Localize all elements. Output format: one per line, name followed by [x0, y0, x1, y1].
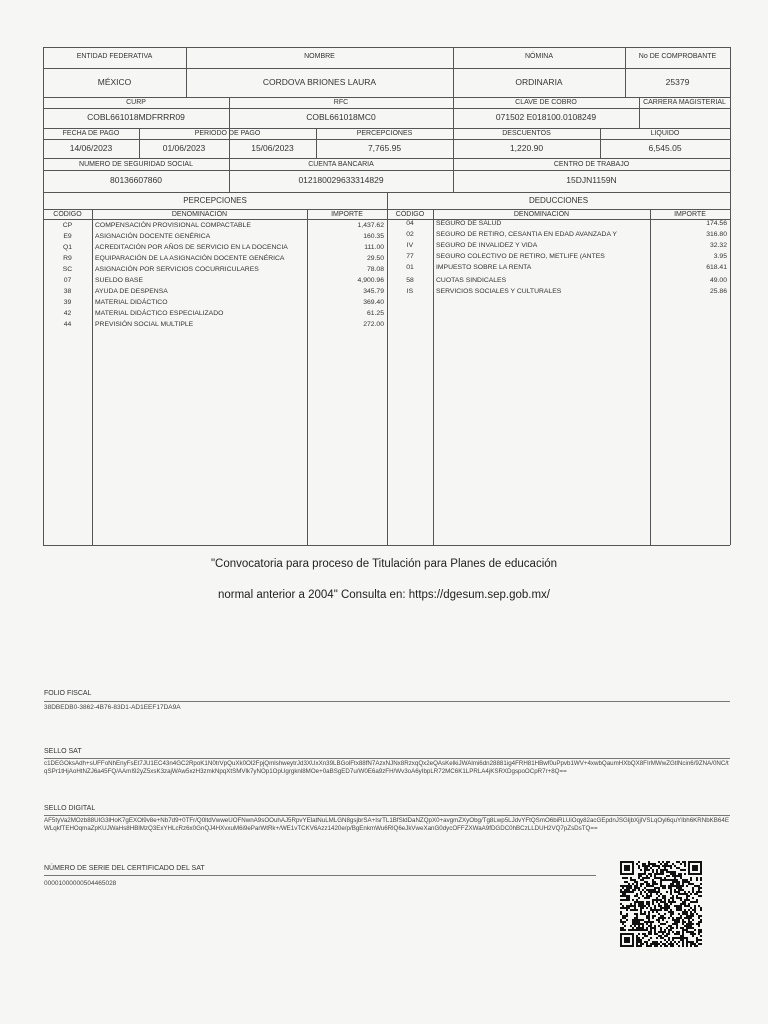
rfc-label: RFC	[333, 99, 349, 106]
perc-importe: 29.50	[366, 255, 384, 262]
perc-denominacion: MATERIAL DIDÁCTICO ESPECIALIZADO	[95, 310, 224, 317]
perc-codigo: CP	[62, 222, 73, 229]
notice-line-2: normal anterior a 2004" Consulta en: https://dgesum.sep.gob.mx/	[217, 589, 551, 601]
sello-sat-value: c1DEGOksAdh+sUFFoNhEnyFsEt7JU1EC43n4GC2RpoK1N0trVpQuXk0Ol2FpjQmlshweytrJd3XUxXn39LBGolFtx88fN7AzxNJNx8RzxqQx2eQAsKelkiJWAlmi6dn28881ig4FRH81HBwf0uPpvb1WV+4xwbQaumHXbQX8FIrMWwZGtlNcin6/9ZNA/0NC/tqSPr1tHjAoHtNZJ6a45FQ/AAmI92yZ5xsK3zajWAw5xzH3zmkNpqXtSMVlk7yNOp1OpUgrgknl8MOe+0aBSgED7u/W0E6a9zFH/Wv3oA6yIbpLR72MC6K1LPRLA4jKSRXDgspoOCpR7r+8Q==	[44, 760, 729, 775]
descuentos-label: DESCUENTOS	[502, 130, 551, 137]
nss-label: NUMERO DE SEGURIDAD SOCIAL	[79, 161, 193, 168]
ded-codigo: 01	[406, 264, 414, 271]
ded-importe: 49.00	[709, 277, 727, 284]
perc-codigo: 39	[63, 299, 72, 306]
perc-importe: 78.08	[366, 266, 384, 273]
certificado-label: NÚMERO DE SERIE DEL CERTIFICADO DEL SAT	[44, 865, 205, 872]
rfc-value: COBL661018MC0	[306, 112, 376, 122]
perc-denominacion: AYUDA DE DESPENSA	[95, 288, 168, 295]
carrera-label: CARRERA MAGISTERIAL	[643, 99, 726, 106]
percepciones-title: PERCEPCIONES	[183, 196, 247, 205]
percepciones-label: PERCEPCIONES	[356, 130, 413, 137]
periodo-label: PERIODO DE PAGO	[194, 130, 261, 137]
perc-denominacion: MATERIAL DIDÁCTICO	[95, 299, 168, 306]
fecha-pago-label: FECHA DE PAGO	[62, 130, 120, 137]
curp-label: CURP	[126, 99, 146, 106]
perc-importe: 369.40	[363, 299, 384, 306]
ded-codigo: 77	[406, 253, 414, 260]
ded-col-importe: IMPORTE	[674, 211, 706, 218]
qr-code	[620, 861, 702, 947]
notice-line-1: "Convocatoria para proceso de Titulación para Planes de educación	[210, 558, 558, 570]
ded-importe: 618.41	[706, 264, 727, 271]
certificado-value: 00001000000504465028	[44, 880, 117, 887]
ded-importe: 316.80	[706, 231, 727, 238]
perc-col-codigo: CÓDIGO	[53, 211, 82, 218]
perc-denominacion: ASIGNACIÓN POR SERVICIOS COCURRICULARES	[95, 266, 259, 273]
sello-digital-label: SELLO DIGITAL	[44, 805, 96, 812]
perc-codigo: 07	[63, 277, 72, 284]
sello-sat-label: SELLO SAT	[44, 748, 82, 755]
ded-denominacion: SEGURO DE INVALIDEZ Y VIDA	[436, 242, 538, 249]
perc-importe: 111.00	[364, 244, 384, 251]
ded-codigo: 58	[406, 277, 414, 284]
folio-fiscal-label: FOLIO FISCAL	[44, 690, 92, 697]
periodo-inicio-value: 01/06/2023	[162, 143, 206, 153]
ded-denominacion: SEGURO COLECTIVO DE RETIRO, METLIFE (ANTES	[436, 253, 605, 260]
perc-importe: 61.25	[366, 310, 384, 317]
centro-label: CENTRO DE TRABAJO	[553, 161, 630, 168]
perc-importe: 272.00	[363, 321, 384, 328]
perc-denominacion: ACREDITACIÓN POR AÑOS DE SERVICIO EN LA DOCENCIA	[95, 244, 288, 251]
deducciones-title: DEDUCCIONES	[528, 196, 589, 205]
perc-codigo: E9	[63, 233, 72, 240]
entidad-value: MÉXICO	[97, 77, 132, 87]
periodo-fin-value: 15/06/2023	[251, 143, 294, 153]
perc-codigo: SC	[62, 266, 73, 273]
perc-importe: 1,437.62	[357, 222, 384, 229]
perc-codigo: 38	[63, 288, 72, 295]
ded-denominacion: SEGURO DE RETIRO, CESANTIA EN EDAD AVANZADA Y	[436, 231, 617, 238]
entidad-label: ENTIDAD FEDERATIVA	[76, 53, 153, 60]
perc-col-importe: IMPORTE	[331, 211, 363, 218]
perc-codigo: Q1	[62, 244, 73, 251]
ded-importe: 3.95	[713, 253, 727, 260]
perc-denominacion: EQUIPARACIÓN DE LA ASIGNACIÓN DOCENTE GENÉRICA	[95, 255, 285, 262]
nomina-value: ORDINARIA	[515, 77, 563, 87]
perc-codigo: 44	[63, 321, 72, 328]
percepciones-value: 7,765.95	[367, 143, 402, 153]
perc-importe: 4,900.96	[357, 277, 384, 284]
nombre-value: CORDOVA BRIONES LAURA	[262, 77, 377, 87]
nss-value: 80136607860	[109, 175, 162, 185]
fecha-pago-value: 14/06/2023	[69, 143, 113, 153]
ded-importe: 174.56	[706, 220, 727, 227]
ded-denominacion: CUOTAS SINDICALES	[436, 277, 507, 284]
curp-value: COBL661018MDFRRR09	[87, 112, 185, 122]
comprobante-label: No DE COMPROBANTE	[638, 53, 717, 60]
cuenta-value: 012180029633314829	[298, 175, 384, 185]
perc-col-denominacion: DENOMINACIÓN	[171, 211, 228, 218]
centro-value: 15DJN1159N	[566, 175, 617, 185]
ded-col-denominacion: DENOMINACIÓN	[513, 211, 570, 218]
sello-digital-value: AF5tyVa2MOzb88UIG3lHoK7gEXOl9v8e+Nb7d9+0TFr/Q0ltdVwweUOFNwnA9sOOuhAJ5RpvYElatNuLMLGN8gsjbrSA+IsrTL1BfSldDaNZQpX0+avgmZXyObg/Tg8Lwp5LJdvYFtQSmO6biRLUiOqy82acGEpdnJSGljbXjjlVSLqOyl6quYIbh6KRNbKB64EWLqkfTEHOqmaZpKUJWaHs8HBlMzQ3ExYHLcRz6x0GnQJ4HXvxuM6i9eParWtRk+/WE1vTCKV6Azz1420e/p/BgEnkmWu6RlQ6eJkVweXanG0dycOFFZXWaA9fDGDC0hBCzLLDUH2VQ7pZsDsTQ==	[44, 817, 729, 832]
comprobante-value: 25379	[665, 77, 690, 87]
perc-denominacion: COMPENSACIÓN PROVISIONAL COMPACTABLE	[95, 222, 251, 229]
liquido-label: LIQUIDO	[650, 130, 680, 137]
perc-codigo: R9	[63, 255, 72, 262]
ded-importe: 32.32	[709, 242, 727, 249]
perc-denominacion: ASIGNACIÓN DOCENTE GENÉRICA	[95, 233, 211, 240]
ded-denominacion: IMPUESTO SOBRE LA RENTA	[436, 264, 532, 271]
ded-col-codigo: CÓDIGO	[395, 211, 425, 218]
clave-label: CLAVE DE COBRO	[515, 99, 577, 106]
ded-codigo: 04	[406, 220, 414, 227]
nomina-label: NÓMINA	[525, 53, 553, 60]
perc-importe: 345.79	[363, 288, 384, 295]
perc-importe: 160.35	[363, 233, 384, 240]
nombre-label: NOMBRE	[304, 53, 335, 60]
descuentos-value: 1,220.90	[509, 143, 544, 153]
cuenta-label: CUENTA BANCARIA	[308, 161, 374, 168]
clave-value: 071502 E018100.0108249	[495, 112, 597, 122]
perc-codigo: 42	[63, 310, 72, 317]
ded-codigo: IV	[406, 242, 414, 249]
liquido-value: 6,545.05	[648, 143, 682, 153]
perc-denominacion: SUELDO BASE	[95, 277, 143, 284]
perc-denominacion: PREVISIÓN SOCIAL MULTIPLE	[95, 321, 194, 328]
ded-codigo: 02	[406, 231, 414, 238]
ded-denominacion: SEGURO DE SALUD	[436, 220, 502, 227]
ded-codigo: IS	[406, 288, 414, 295]
folio-fiscal-value: 38DBEDB0-3862-4B76-83D1-AD1EEF17DA9A	[44, 704, 181, 711]
ded-importe: 25.86	[709, 288, 727, 295]
ded-denominacion: SERVICIOS SOCIALES Y CULTURALES	[436, 288, 562, 295]
